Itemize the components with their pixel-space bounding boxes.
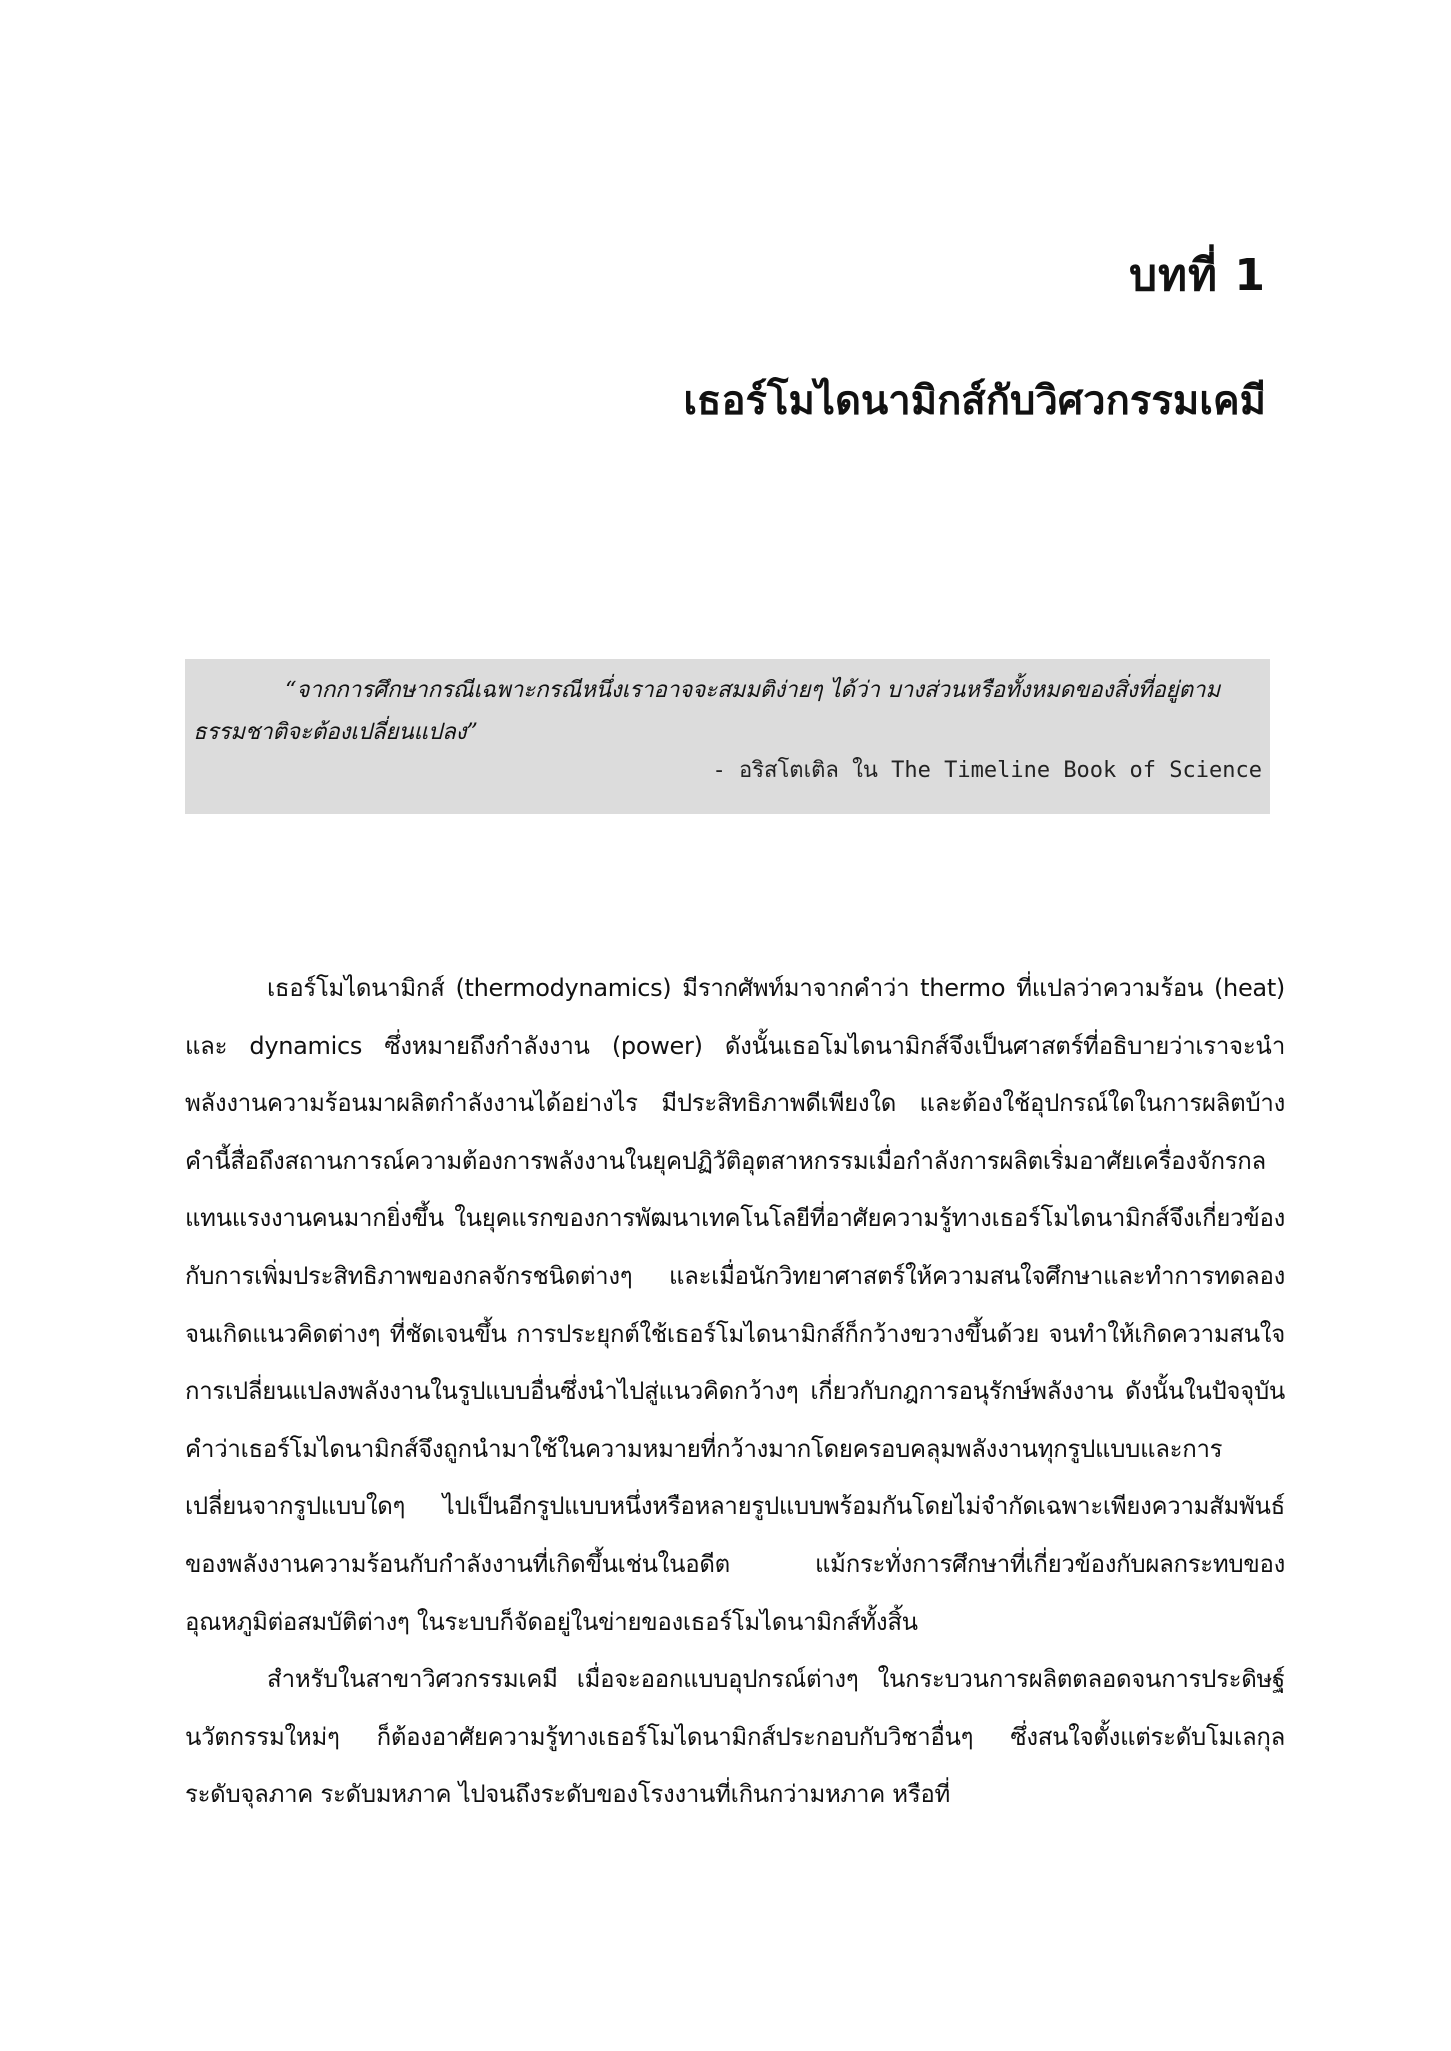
body-paragraph: สำหรับในสาขาวิศวกรรมเคมี เมื่อจะออกแบบอุปกรณ์ต่างๆ ในกระบวนการผลิตตลอดจนการประดิษฐ์นวัตกรรมใหม่ๆ ก็ต้องอาศัยความรู้ทางเธอร์โมไดนามิกส์ประกอบกับวิชาอื่นๆ ซึ่งสนใจตั้งแต่ระดับโมเลกุล ระดับจุลภาค ระดับมหภาค ไปจนถึงระดับของโรงงานที่เกินกว่ามหภาค หรือที่: [185, 1665, 1285, 1809]
body-paragraph: เธอร์โมไดนามิกส์ (thermodynamics) มีรากศัพท์มาจากคำว่า thermo ที่แปลว่าความร้อน (heat) และ dynamics ซึ่งหมายถึงกำลังงาน (power) ดังนั้นเธอโมไดนามิกส์จึงเป็นศาสตร์ที่อธิบายว่าเราจะนำพลังงานความร้อนมาผลิตกำลังงานได้อย่างไร มีประสิทธิภาพดีเพียงใด และต้องใช้อุปกรณ์ใดในการผลิตบ้าง คำนี้สื่อถึงสถานการณ์ความต้องการพลังงานในยุคปฏิวัติอุตสาหกรรมเมื่อกำลังการผลิตเริ่มอาศัยเครื่องจักรกลแทนแรงงานคนมากยิ่งขึ้น ในยุคแรกของการพัฒนาเทคโนโลยีที่อาศัยความรู้ทางเธอร์โมไดนามิกส์จึงเกี่ยวข้องกับการเพิ่มประสิทธิภาพของกลจักรชนิดต่างๆ และเมื่อนักวิทยาศาสตร์ให้ความสนใจศึกษาและทำการทดลองจนเกิดแนวคิดต่างๆ ที่ชัดเจนขึ้น การประยุกต์ใช้เธอร์โมไดนามิกส์ก็กว้างขวางขึ้นด้วย จนทำให้เกิดความสนใจการเปลี่ยนแปลงพลังงานในรูปแบบอื่นซึ่งนำไปสู่แนวคิดกว้างๆ เกี่ยวกับกฎการอนุรักษ์พลังงาน ดังนั้นในปัจจุบันคำว่าเธอร์โมไดนามิกส์จึงถูกนำมาใช้ในความหมายที่กว้างมากโดยครอบคลุมพลังงานทุกรูปแบบและการเปลี่ยนจากรูปแบบใดๆ ไปเป็นอีกรูปแบบหนึ่งหรือหลายรูปแบบพร้อมกันโดยไม่จำกัดเฉพาะเพียงความสัมพันธ์ของพลังงานความร้อนกับกำลังงานที่เกิดขึ้นเช่นในอดีต แม้กระทั่งการศึกษาที่เกี่ยวข้องกับผลกระทบของอุณหภูมิต่อสมบัติต่างๆ ในระบบก็จัดอยู่ในข่ายของเธอร์โมไดนามิกส์ทั้งสิ้น: [185, 974, 1285, 1636]
body-text: [185, 960, 1285, 1824]
chapter-title: เธอร์โมไดนามิกส์กับวิศวกรรมเคมี: [683, 378, 1266, 424]
chapter-number: บทที่ 1: [1129, 250, 1266, 301]
epigraph-attribution: - อริสโตเติล ใน The Timeline Book of Science: [712, 758, 1262, 783]
epigraph-quote-text: “จากการศึกษากรณีเฉพาะกรณีหนึ่งเราอาจจะสมมติง่ายๆ ได้ว่า บางส่วนหรือทั้งหมดของสิ่งที่อยู่ตามธรรมชาติจะต้องเปลี่ยนแปลง”: [193, 677, 1220, 745]
epigraph-quote-box: [185, 659, 1270, 814]
